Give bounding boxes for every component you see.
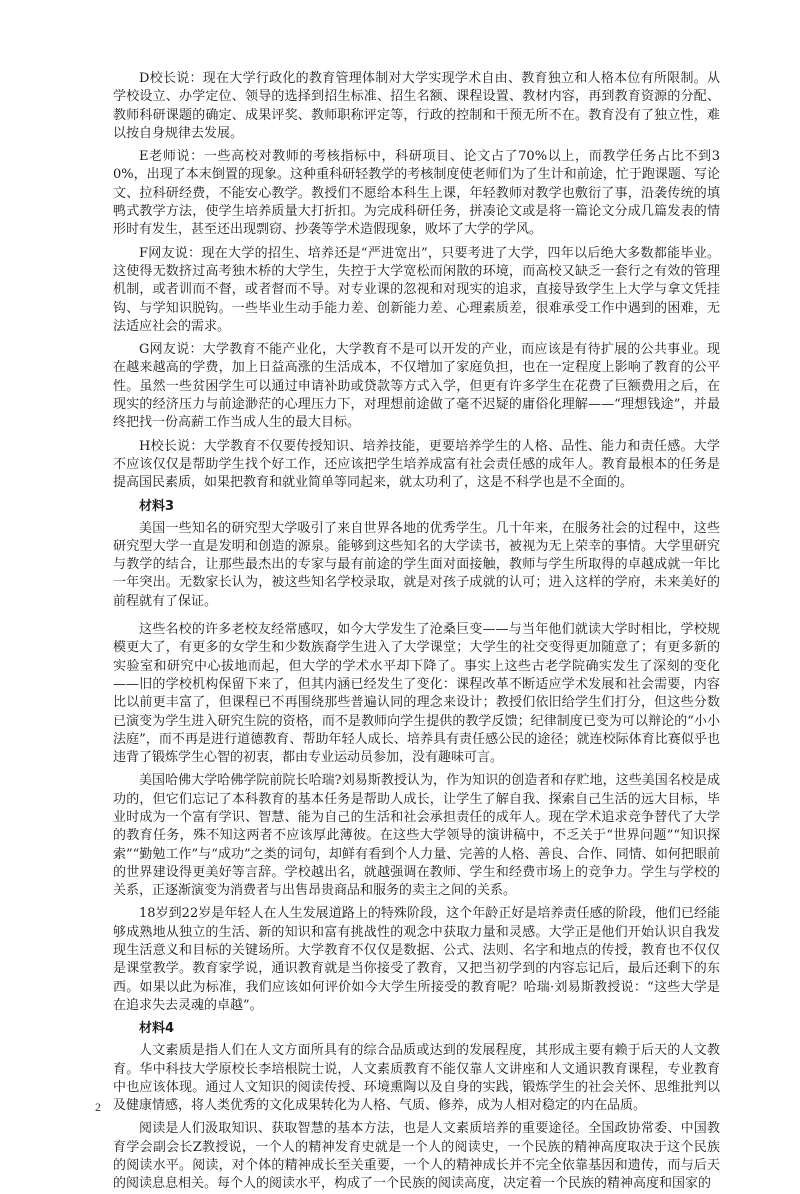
paragraph-teacher-e: E老师说：一些高校对教师的考核指标中，科研项目、论文占了70%以上，而教学任务占比不到30%，出现了本末倒置的现象。这种重科研轻教学的考核制度使老师们为了生计和前途，忙于跑课题、写论文、拉科研经费，不能安心教学。教授们不愿给本科生上课，年轻教师对教学也敷衍了事，沿袭传统的填鸭式教学方法，使学生培养质量大打折扣。为完成科研任务，拼凑论文或是将一篇论文分成几篇发表的情形时有发生，甚至还出现剽窃、抄袭等学术造假现象，败坏了大学的学风。 (113, 149, 720, 238)
paragraph-netizen-f: F网友说：现在大学的招生、培养还是“严进宽出”，只要考进了大学，四年以后绝大多数都能毕业。这使得无数挤过高考独木桥的大学生，失控于大学宽松而闲散的环境，而高校又缺乏一套行之有效的管理机制，或者训而不督，或者督而不导。对专业课的忽视和对现实的追求，直接导致学生上大学与拿文凭挂钩、与学知识脱钩。一些毕业生动手能力差、创新能力差、心理素质差，很难承受工作中遇到的困难，无法适应社会的需求。 (113, 245, 720, 334)
paragraph-principal-d: D校长说：现在大学行政化的教育管理体制对大学实现学术自由、教育独立和人格本位有所限制。从学校设立、办学定位、领导的选择到招生标准、招生名额、课程设置、教材内容，再到教育资源的分配、教师科研课题的确定、成果评奖、教师职称评定等，行政的控制和干预无所不在。教育没有了独立性，难以按自身规律去发展。 (113, 71, 720, 141)
page-number: 2 (95, 1100, 101, 1114)
material-3-heading: 材料3 (139, 498, 175, 514)
paragraph-netizen-g: G网友说：大学教育不能产业化，大学教育不是可以开发的产业，而应该是有待扩展的公共事业。现在越来越高的学费，加上日益高涨的生活成本，不仅增加了家庭负担，也在一定程度上影响了教育的公平性。虽然一些贫困学生可以通过申请补助或贷款等方式入学，但更有许多学生在花费了巨额费用之后，在现实的经济压力与前途渺茫的心理压力下，对理想前途做了毫不迟疑的庸俗化理解——“理想钱途”，并最终把找一份高薪工作当成人生的最大目标。 (113, 342, 720, 431)
material-3-paragraph-4: 18岁到22岁是年轻人在人生发展道路上的特殊阶段，这个年龄正好是培养责任感的阶段，他们已经能够成熟地从独立的生活、新的知识和富有挑战性的观念中获取力量和灵感。大学正是他们开始认识自我发现生活意义和目标的关键场所。大学教育不仅仅是数据、公式、法则、名字和地点的传授，教育也不仅仅是课堂教学。教育家学说，通识教育就是当你接受了教育，又把当初学到的内容忘记后，最后还剩下的东西。如果以此为标准，我们应该如何评价如今大学生所接受的教育呢？哈瑞·刘易斯教授说：“这些大学是在追求失去灵魂的卓越”。 (113, 906, 720, 1013)
material-4-paragraph-2: 阅读是人们汲取知识、获取智慧的基本方法，也是人文素质培养的重要途径。全国政协常委、中国教育学会副会长Z教授说，一个人的精神发育史就是一个人的阅读史，一个民族的精神高度取决于这个民族的阅读水平。阅读，对个体的精神成长至关重要，一个人的精神成长并不完全依靠基因和遗传，而与后天的阅读息息相关。每个人的阅读水平，构成了一个民族的阅读高度，决定着一个民族的精神高度和国家的 (113, 1121, 720, 1192)
paragraph-principal-h: H校长说：大学教育不仅要传授知识、培养技能，更要培养学生的人格、品性、能力和责任感。大学不应该仅仅是帮助学生找个好工作，还应该把学生培养成富有社会责任感的成年人。教育最根本的任务是提高国民素质，如果把教育和就业简单等同起来，就太功利了，这是不科学也是不全面的。 (113, 438, 720, 491)
material-4-heading: 材料4 (139, 1021, 175, 1037)
material-3-paragraph-1: 美国一些知名的研究型大学吸引了来自世界各地的优秀学生。几十年来，在服务社会的过程中，这些研究型大学一直是发明和创造的源泉。能够到这些知名的大学读书，被视为无上荣幸的事情。大学里研究与教学的结合，让那些最杰出的专家与最有前途的学生面对面接触，教师与学生所取得的卓越成就一年比一年突出。无数家长认为，被这些知名学校录取，就是对孩子成就的认可；进入这样的学府，未来美好的前程就有了保证。 (113, 520, 720, 609)
material-3-paragraph-2: 这些名校的许多老校友经常感叹，如今大学发生了沧桑巨变——与当年他们就读大学时相比，学校规模更大了，有更多的女学生和少数族裔学生进入了大学课堂；大学生的社交变得更加随意了；有更多新的实验室和研究中心拔地而起，但大学的学术水平却下降了。事实上这些古老学院确实发生了深刻的变化——旧的学校机构保留下来了，但其内涵已经发生了变化：课程改革不断适应学术发展和社会需要，内容比以前更丰富了，但课程已不再围绕那些普遍认同的理念来设计；教授们依旧给学生们打分，但这些分数已演变为学生进入研究生院的资格，而不是教师向学生提供的教学反馈；纪律制度已变为可以辩论的“小小法庭”，而不再是进行道德教育、帮助年轻人成长、培养具有责任感公民的途径；就连校际体育比赛似乎也违背了锻炼学生心智的初衷，都由专业运动员参加，没有趣味可言。 (113, 622, 720, 766)
material-3-paragraph-3: 美国哈佛大学哈佛学院前院长哈瑞?刘易斯教授认为，作为知识的创造者和存贮地，这些美国名校是成功的，但它们忘记了本科教育的基本任务是帮助人成长，让学生了解自我、探索自己生活的远大目标，毕业时成为一个富有学识、智慧、能为自己的生活和社会承担责任的成年人。现在学术追求竞争替代了大学的教育任务，殊不知这两者不应该厚此薄彼。在这些大学领导的演讲稿中，不乏关于“世界问题”“知识探索”“勤勉工作”与“成功”之类的词句，却鲜有看到个人力量、完善的人格、善良、合作、同情、如何把眼前的世界建设得更美好等言辞。学校越出名，就越强调在教师、学生和经费市场上的竞争力。学生与学校的关系，正逐渐演变为消费者与出售昂贵商品和服务的卖主之间的关系。 (113, 773, 720, 899)
material-4-paragraph-1: 人文素质是指人们在人文方面所具有的综合品质或达到的发展程度，其形成主要有赖于后天的人文教育。华中科技大学原校长李培根院士说，人文素质教育不能仅靠人文讲座和人文通识教育课程，专业教育中也应该体现。通过人文知识的阅读传授、环境熏陶以及自身的实践，锻炼学生的社会关怀、思维批判以及健康情感，将人类优秀的文化成果转化为人格、气质、修养，成为人相对稳定的内在品质。 (113, 1043, 720, 1114)
